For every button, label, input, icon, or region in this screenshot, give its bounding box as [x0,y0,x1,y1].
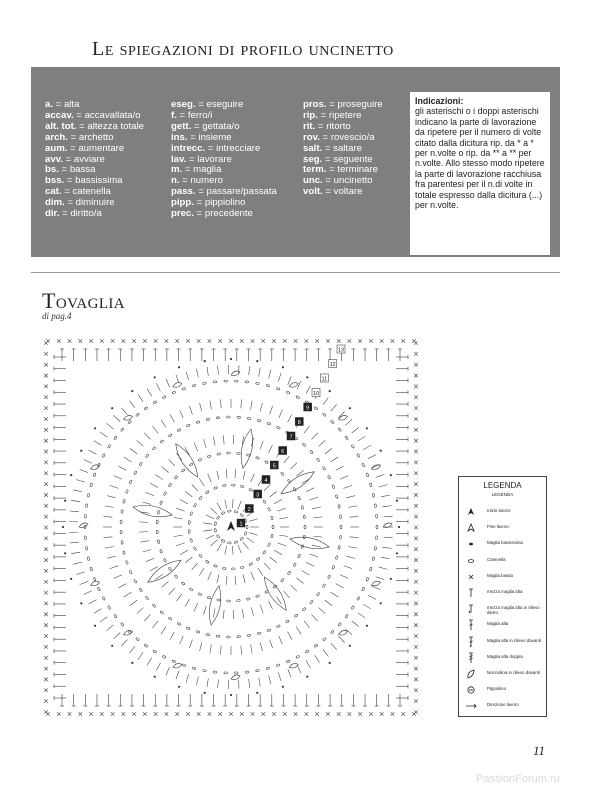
abbreviation-meaning: uncinetto [333,175,373,187]
abbreviation-term: rip. [303,109,318,121]
abbreviation-term: lav. [171,153,187,165]
legend-item-label: mezza maglia alta [487,589,523,594]
page-title: Le spiegazioni di profilo uncinetto [92,38,394,60]
abbreviation-row: dim. = diminuire [45,197,115,209]
direction-icon [464,700,478,712]
legend-item-label: Maglia bassa [487,572,513,578]
legend-box [458,476,547,717]
abbreviation-row: lav. = lavorare [171,153,232,165]
double-front-post-icon [464,636,478,648]
abbreviation-term: ins. [171,131,188,143]
abbreviation-term: seg. [303,153,323,165]
legend-subtitle: LEGENDA [491,492,514,497]
abbreviation-term: f. [171,109,177,121]
round-number-label: 2 [247,506,251,513]
round-number-label: 11 [321,376,328,383]
abbreviation-term: gett. [171,120,192,132]
legend-item [459,522,546,534]
abbreviation-term: cat. [45,186,62,198]
legend-item-label: Maglia alta [487,621,509,627]
abbreviation-term: arch. [45,131,68,143]
abbreviation-meaning: eseguire [206,99,244,110]
legend-item [459,700,546,712]
abbreviation-row: aum. = aumentare [45,142,125,154]
abbreviation-term: pros. [303,99,327,110]
abbreviation-meaning: aumentare [78,142,125,154]
section-title: Tovaglia [42,288,126,313]
abbreviation-term: dir. [45,208,60,220]
abbreviation-term: a. [45,99,54,110]
abbreviation-row: rov. = rovescio/a [303,131,375,143]
round-number-label: 10 [312,390,320,397]
legend-item [459,587,546,599]
indicazioni-text: gli asterischi o i doppi asterischi indicano la parte di lavorazione da ripetere per il numero di volte citato dalla dicitura rip. da * a * per n.volte o rip. da ** a ** per n.volte. Allo stesso modo ripetere la parte di lavorazione racchiusa fra parentesi per il n.di volte in totale espresso dalla dicitura (...) per n.volte. [415,106,545,211]
abbreviation-row: m. = maglia [171,164,222,176]
start-arrow-icon [227,521,235,531]
half-double-back-icon [464,603,478,615]
abbreviation-row: pros. = proseguire [303,99,383,110]
abbreviation-meaning: avviare [73,153,105,165]
abbreviation-row: rip. = ripetere [303,109,362,121]
legend-item-label: Maglia alta doppia [487,653,523,659]
abbreviation-term: aum. [45,142,68,154]
abbreviation-meaning: alta [63,99,80,110]
abbreviation-row: pass. = passare/passata [171,186,277,198]
section-subtitle: di pag.4 [42,311,72,321]
abbreviation-term: accav. [45,109,74,121]
abbreviation-meaning: catenella [72,186,111,198]
bobble-front-icon [464,668,478,680]
abbreviation-row: dir. = diritto/a [45,208,102,220]
round-number-label: 9 [306,405,310,412]
end-arrow-icon [464,522,478,534]
legend-item [459,555,546,567]
round-number-label: 12 [329,361,336,368]
abbreviation-term: bss. [45,175,65,187]
legend-item [459,636,546,648]
round-number-label: 1 [239,521,243,528]
abbreviation-term: avv. [45,153,63,165]
abbreviation-meaning: saltare [333,142,362,154]
abbreviation-meaning: seguente [333,153,373,165]
abbreviation-meaning: terminare [337,164,378,176]
indicazioni-title: Indicazioni [415,96,461,106]
abbreviation-row: bss. = bassissima [45,175,123,187]
abbreviation-term: prec. [171,208,194,220]
round-number-label: 8 [297,419,301,426]
abbreviation-term: dim. [45,197,65,209]
abbreviation-row: alt. tot. = altezza totale [45,120,144,132]
legend-item [459,619,546,631]
legend-item [459,538,546,550]
abbreviation-row: accav. = accavallata/o [45,109,141,121]
legend-item-label: Nocciolina in rilievo davanti [487,670,540,675]
indicazioni-box: Indicazioni: gli asterischi o i doppi asterischi indicano la parte di lavorazione da ripetere per il numero di volte citato dalla dicitura rip. da * a * per n.volte o rip. da ** a ** per n.volte. Allo stesso modo ripetere la parte di lavorazione racchiusa fra parentesi per il n.di volte in totale espresso dalla dicitura (...) per n.volte. [410,92,550,255]
abbreviation-meaning: bassissima [75,175,123,187]
legend-item [459,668,546,680]
abbreviation-row: avv. = avviare [45,153,105,165]
crochet-chart-diagram [40,335,422,720]
abbreviation-row: term. = terminare [303,164,378,176]
legend-item-label: Pippiolino [487,686,507,692]
abbreviation-row: unc. = uncinetto [303,175,373,187]
abbreviation-row: cat. = catenella [45,186,111,198]
abbreviation-meaning: proseguire [337,99,383,110]
legend-item-label: Catenella [487,556,506,562]
abbreviation-row: eseg. = eseguire [171,99,244,110]
abbreviation-meaning: ritorto [326,120,351,132]
abbreviation-row: f. = ferro/i [171,109,213,121]
abbreviation-meaning: ferro/i [187,109,213,121]
abbreviations-column-3 [303,100,383,198]
abbreviation-row: volt. = voltare [303,186,363,198]
abbreviation-meaning: passare/passata [206,186,277,198]
abbreviation-meaning: rovescio/a [330,131,375,143]
abbreviation-meaning: diritto/a [70,208,102,220]
abbreviation-row: salt. = saltare [303,142,362,154]
abbreviation-row: gett. = gettata/o [171,120,240,132]
abbreviation-meaning: archetto [78,131,114,143]
abbreviation-meaning: gettata/o [202,120,240,132]
abbreviation-row: bs. = bassa [45,164,96,176]
round-number-label: 5 [272,463,276,470]
abbreviation-meaning: ripetere [328,109,362,121]
abbreviation-row: seg. = seguente [303,153,373,165]
abbreviation-meaning: bassa [69,164,96,176]
chart-round-labels [237,345,345,527]
abbreviation-row: pipp. = pippiolino [171,197,246,209]
abbreviation-meaning: numero [190,175,223,187]
abbreviation-term: pass. [171,186,196,198]
abbreviation-row: intrecc. = intrecciare [171,142,261,154]
abbreviation-meaning: pippiolino [204,197,246,209]
abbreviation-term: unc. [303,175,323,187]
abbreviation-row: arch. = archetto [45,131,114,143]
legend-item [459,603,546,615]
abbreviation-meaning: voltare [333,186,363,198]
abbreviation-meaning: accavallata/o [84,109,141,121]
abbreviations-column-2 [171,100,277,220]
abbreviation-term: intrecc. [171,142,206,154]
double-crochet-icon [464,619,478,631]
abbreviation-term: alt. tot. [45,120,77,132]
page-number: 11 [533,743,546,758]
section-divider [31,272,560,273]
legend-item-label: Fine lavoro [487,524,509,530]
abbreviation-term: salt. [303,142,323,154]
picot-icon [464,684,478,696]
abbreviation-row: rit. = ritorto [303,120,351,132]
legend-item [459,571,546,583]
round-number-label: 4 [264,477,268,484]
abbreviation-term: m. [171,164,183,176]
legend-item-label: Maglia alta in rilievo davanti [487,637,541,643]
abbreviation-term: bs. [45,164,59,176]
abbreviation-term: volt. [303,186,323,198]
round-number-label: 7 [289,434,293,441]
legend-item-label: Direzione lavoro [487,702,519,708]
abbreviation-row: prec. = precedente [171,208,253,220]
legend-item [459,652,546,664]
chain-stitch-icon [464,555,478,567]
abbreviation-meaning: lavorare [197,153,232,165]
round-number-label: 3 [256,492,260,499]
half-double-icon [464,587,478,599]
abbreviations-column-1 [45,100,144,220]
abbreviation-row: n. = numero [171,175,223,187]
abbreviation-row: a. = alta [45,99,80,110]
abbreviation-row: ins. = insieme [171,131,232,143]
chart-petals [79,371,392,680]
abbreviation-meaning: maglia [193,164,222,176]
round-number-label: 13 [337,347,345,354]
start-arrow-icon [464,506,478,518]
round-number-label: 6 [281,448,285,455]
treble-crochet-icon [464,652,478,664]
abbreviation-meaning: insieme [198,131,232,143]
legend-title: LEGENDA [483,481,522,490]
abbreviation-meaning: diminuire [75,197,115,209]
abbreviation-meaning: altezza totale [87,120,144,132]
watermark: PassionForum.ru [476,773,560,785]
single-crochet-icon [464,571,478,583]
legend-item-label: mezza maglia alta in rilievo dietro [487,605,540,616]
abbreviation-term: pipp. [171,197,194,209]
abbreviation-term: n. [171,175,180,187]
abbreviation-term: eseg. [171,99,196,110]
abbreviation-term: rit. [303,120,316,132]
legend-item-label: Maglia bassissima [487,540,523,546]
legend-item [459,684,546,696]
abbreviation-meaning: precedente [204,208,253,220]
legend-item [459,506,546,518]
abbreviation-term: term. [303,164,327,176]
abbreviation-term: rov. [303,131,320,143]
slip-stitch-icon [464,538,478,550]
legend-item-label: Inizio lavoro [487,508,511,513]
abbreviation-meaning: intrecciare [216,142,261,154]
